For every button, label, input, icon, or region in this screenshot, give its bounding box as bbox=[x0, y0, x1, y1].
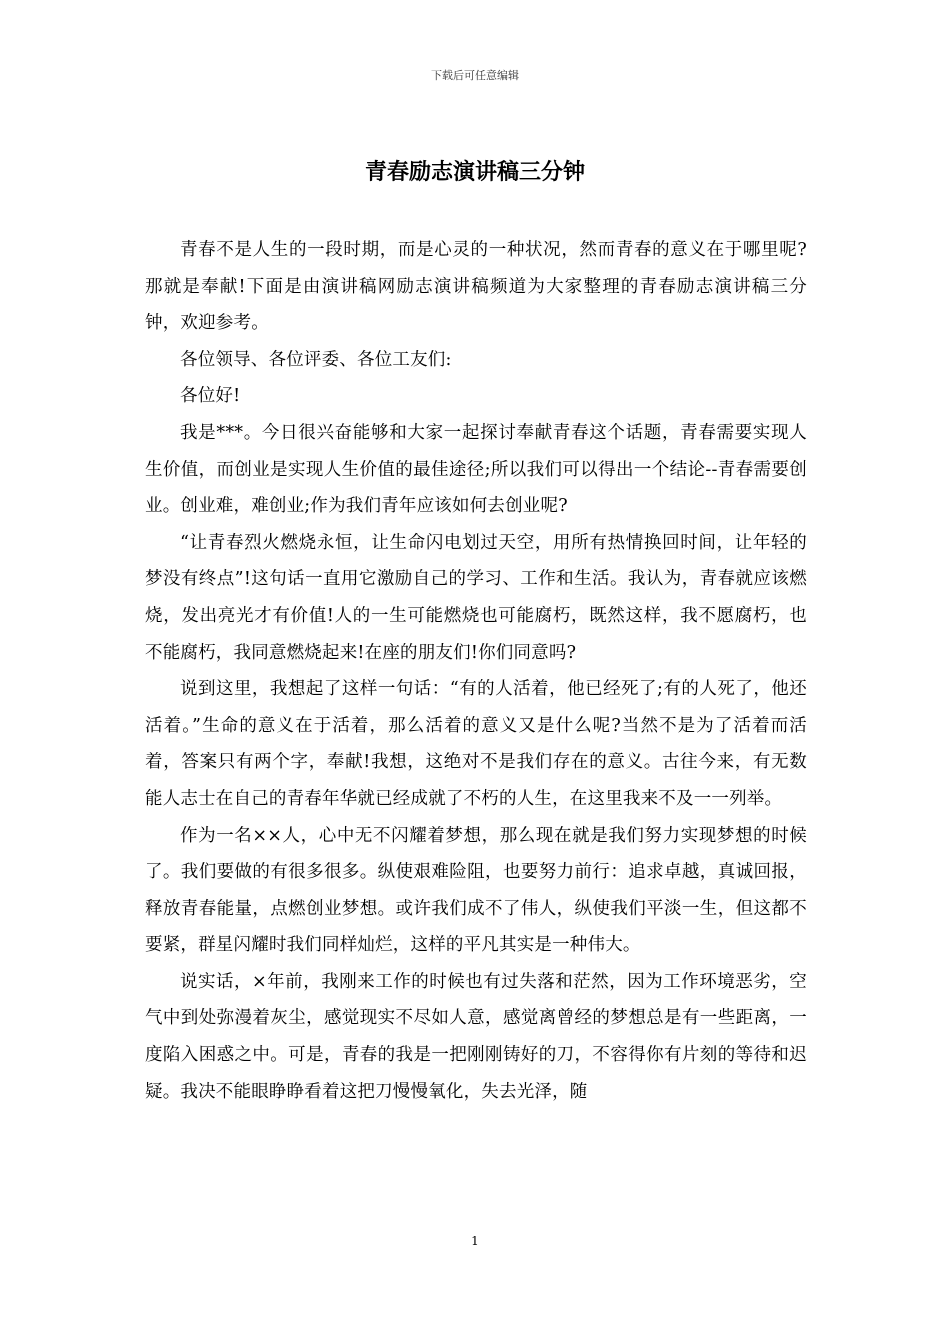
header-note: 下载后可任意编辑 bbox=[431, 69, 519, 82]
document-body bbox=[145, 232, 807, 1110]
page-number: 1 bbox=[471, 1234, 479, 1248]
paragraph: 青春不是人生的一段时期，而是心灵的一种状况，然而青春的意义在于哪里呢?那就是奉献!下面是由演讲稿网励志演讲稿频道为大家整理的青春励志演讲稿三分钟，欢迎参考。 bbox=[145, 240, 807, 334]
paragraph: 各位领导、各位评委、各位工友们: bbox=[180, 349, 452, 370]
paragraph: “让青春烈火燃烧永恒，让生命闪电划过天空，用所有热情换回时间，让年轻的梦没有终点”!这句话一直用它激励自己的学习、工作和生活。我认为，青春就应该燃烧，发出亮光才有价值!人的一生可能燃烧也可能腐朽，既然这样，我不愿腐朽，也不能腐朽，我同意燃烧起来!在座的朋友们!你们同意吗? bbox=[145, 532, 807, 663]
paragraph: 我是***。今日很兴奋能够和大家一起探讨奉献青春这个话题，青春需要实现人生价值，而创业是实现人生价值的最佳途径;所以我们可以得出一个结论--青春需要创业。创业难，难创业;作为我们青年应该如何去创业呢? bbox=[145, 422, 807, 517]
paragraph: 各位好! bbox=[180, 386, 241, 407]
paragraph: 作为一名××人，心中无不闪耀着梦想，那么现在就是我们努力实现梦想的时候了。我们要做的有很多很多。纵使艰难险阻，也要努力前行：追求卓越，真诚回报，释放青春能量，点燃创业梦想。或许我们成不了伟人，纵使我们平淡一生，但这都不要紧，群星闪耀时我们同样灿烂，这样的平凡其实是一种伟大。 bbox=[145, 825, 807, 956]
paragraph: 说到这里，我想起了这样一句话：“有的人活着，他已经死了;有的人死了，他还活着。”生命的意义在于活着，那么活着的意义又是什么呢?当然不是为了活着而活着，答案只有两个字，奉献!我想，这绝对不是我们存在的意义。古往今来，有无数能人志士在自己的青春年华就已经成就了不朽的人生，在这里我来不及一一列举。 bbox=[145, 679, 807, 809]
document-title: 青春励志演讲稿三分钟 bbox=[364, 159, 585, 185]
paragraph: 说实话，×年前，我刚来工作的时候也有过失落和茫然，因为工作环境恶劣，空气中到处弥漫着灰尘，感觉现实不尽如人意，感觉离曾经的梦想总是有一些距离，一度陷入困惑之中。可是，青春的我是一把刚刚铸好的刀，不容得你有片刻的等待和迟疑。我决不能眼睁睁看着这把刀慢慢氧化，失去光泽，随 bbox=[145, 971, 807, 1102]
